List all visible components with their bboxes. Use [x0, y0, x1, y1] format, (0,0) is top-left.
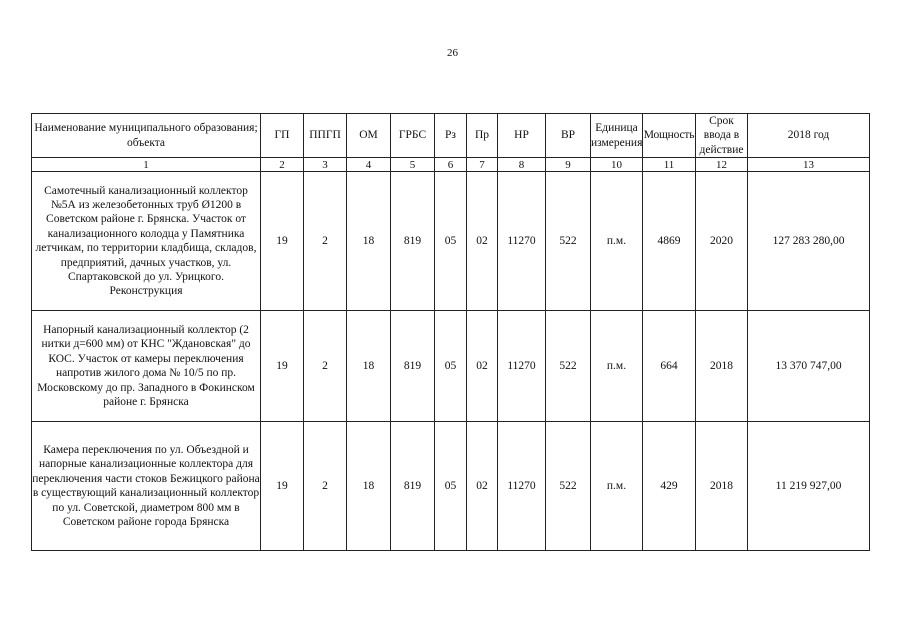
column-number: 2: [261, 158, 304, 172]
cell-power: 4869: [643, 172, 696, 311]
cell-gp: 19: [261, 172, 304, 311]
cell-nr: 11270: [498, 311, 546, 422]
column-number: 3: [304, 158, 347, 172]
object-table: [31, 113, 870, 551]
column-number: 11: [643, 158, 696, 172]
cell-deadline: 2018: [696, 311, 748, 422]
page-number: 26: [447, 47, 458, 59]
cell-gp: 19: [261, 311, 304, 422]
cell-rz: 05: [435, 422, 467, 551]
cell-rz: 05: [435, 172, 467, 311]
header-name: Наименование муниципального образования; объекта: [32, 114, 261, 158]
column-number: 4: [347, 158, 391, 172]
header-vr: ВР: [546, 114, 591, 158]
cell-pr: 02: [467, 172, 498, 311]
column-number: 8: [498, 158, 546, 172]
cell-ppgp: 2: [304, 311, 347, 422]
cell-power: 429: [643, 422, 696, 551]
object-name: Напорный канализационный коллектор (2 нитки д=600 мм) от КНС "Ждановская" до КОС. Участок от камеры переключения напротив жилого дома № 10/5 по пр. Московскому до пр. Западного в Фокинском районе г. Брянска: [32, 311, 261, 422]
cell-power: 664: [643, 311, 696, 422]
cell-om: 18: [347, 311, 391, 422]
column-number: 1: [32, 158, 261, 172]
cell-nr: 11270: [498, 422, 546, 551]
column-number: 6: [435, 158, 467, 172]
column-number: 7: [467, 158, 498, 172]
cell-ppgp: 2: [304, 172, 347, 311]
column-number: 13: [748, 158, 870, 172]
header-power: Мощность: [643, 114, 696, 158]
cell-unit: п.м.: [591, 172, 643, 311]
table-row: [32, 311, 870, 422]
cell-gp: 19: [261, 422, 304, 551]
cell-unit: п.м.: [591, 311, 643, 422]
column-number-row: [32, 158, 870, 172]
column-number: 10: [591, 158, 643, 172]
column-number: 9: [546, 158, 591, 172]
cell-grbs: 819: [391, 311, 435, 422]
cell-unit: п.м.: [591, 422, 643, 551]
object-name: Самотечный канализационный коллектор №5А из железобетонных труб Ø1200 в Советском районе г. Брянска. Участок от канализационного колодца у Памятника летчикам, по территории кладбища, складов, предприятий, дачных участков, ул. Спартаковской до ул. Урицкого. Реконструкция: [32, 172, 261, 311]
header-rz: Рз: [435, 114, 467, 158]
table-row: [32, 172, 870, 311]
header-om: ОМ: [347, 114, 391, 158]
cell-om: 18: [347, 172, 391, 311]
header-pr: Пр: [467, 114, 498, 158]
cell-deadline: 2018: [696, 422, 748, 551]
cell-amount: 127 283 280,00: [748, 172, 870, 311]
cell-vr: 522: [546, 311, 591, 422]
cell-deadline: 2020: [696, 172, 748, 311]
header-row: [32, 114, 870, 158]
cell-rz: 05: [435, 311, 467, 422]
column-number: 12: [696, 158, 748, 172]
header-grbs: ГРБС: [391, 114, 435, 158]
header-ppgp: ППГП: [304, 114, 347, 158]
cell-amount: 13 370 747,00: [748, 311, 870, 422]
cell-ppgp: 2: [304, 422, 347, 551]
table-row: [32, 422, 870, 551]
cell-pr: 02: [467, 311, 498, 422]
header-gp: ГП: [261, 114, 304, 158]
cell-grbs: 819: [391, 172, 435, 311]
object-name: Камера переключения по ул. Объездной и напорные канализационные коллектора для переключения части стоков Бежицкого района в существующий канализационный коллектор по ул. Советской, диаметром 800 мм в Советском районе города Брянска: [32, 422, 261, 551]
cell-om: 18: [347, 422, 391, 551]
cell-grbs: 819: [391, 422, 435, 551]
header-deadline: Срок ввода в действие: [696, 114, 748, 158]
cell-nr: 11270: [498, 172, 546, 311]
cell-vr: 522: [546, 422, 591, 551]
header-unit: Единица измерения: [591, 114, 643, 158]
column-number: 5: [391, 158, 435, 172]
cell-pr: 02: [467, 422, 498, 551]
header-nr: НР: [498, 114, 546, 158]
cell-vr: 522: [546, 172, 591, 311]
cell-amount: 11 219 927,00: [748, 422, 870, 551]
header-year: 2018 год: [748, 114, 870, 158]
